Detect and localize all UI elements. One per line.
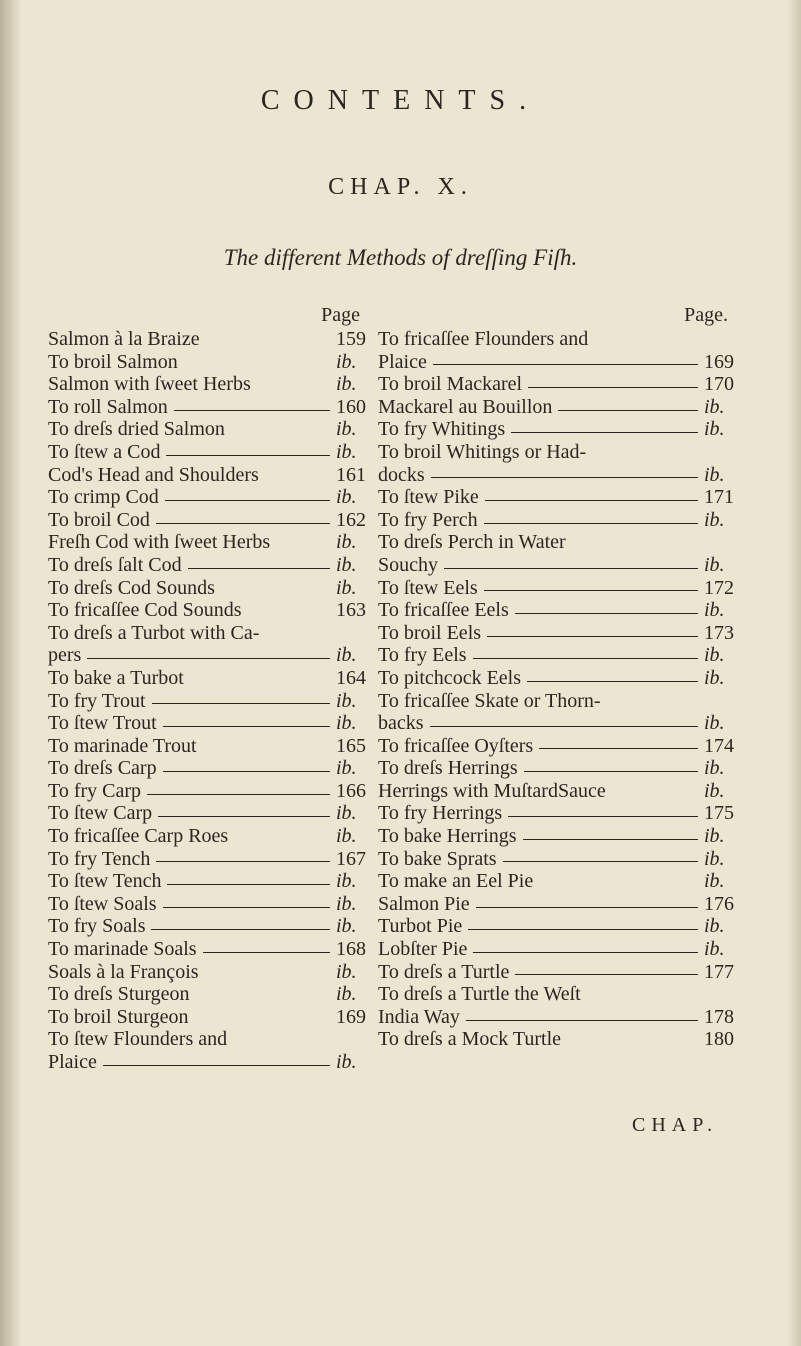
- contents-entry: [48, 645, 366, 668]
- entry-title: To ſtew Carp: [48, 802, 153, 825]
- entry-page-number: 163: [336, 599, 366, 622]
- entry-title: To dreſs Carp: [48, 757, 157, 780]
- contents-entry: [378, 984, 734, 1007]
- contents-entry: [378, 826, 734, 849]
- entry-title: To broil Salmon: [48, 350, 178, 373]
- contents-entry: [48, 962, 366, 985]
- leader-dash: [87, 658, 330, 659]
- entry-title: To dreſs Perch in Water: [378, 531, 566, 554]
- entry-page-number: 167: [336, 847, 366, 870]
- contents-entry: [48, 939, 366, 962]
- entry-page-number: 177: [704, 960, 734, 983]
- contents-entry: [48, 713, 366, 736]
- contents-entry: [378, 532, 734, 555]
- leader-dash: [166, 455, 330, 456]
- leader-dash: [484, 523, 698, 524]
- contents-entry: [378, 916, 734, 939]
- entry-title: To roll Salmon: [48, 395, 168, 418]
- contents-entry: [378, 600, 734, 623]
- contents-entry: [378, 894, 734, 917]
- leader-dash: [503, 861, 698, 862]
- contents-entry: [378, 781, 734, 804]
- entry-page-number: ib.: [704, 712, 725, 735]
- entry-title: To broil Mackarel: [378, 373, 523, 396]
- entry-page-number: ib.: [336, 892, 357, 915]
- entry-page-number: ib.: [336, 960, 357, 983]
- entry-title: To dreſs Herrings: [378, 757, 518, 780]
- entry-page-number: ib.: [336, 350, 357, 373]
- contents-entry: [378, 555, 734, 578]
- entry-title: To ſtew Soals: [48, 892, 157, 915]
- entry-title: To ſtew Pike: [378, 486, 479, 509]
- leader-dash: [468, 929, 698, 930]
- contents-entry: [48, 374, 366, 397]
- leader-dash: [484, 590, 698, 591]
- leader-dash: [147, 794, 330, 795]
- contents-entry: [378, 510, 734, 533]
- chapter-subtitle: The different Methods of dreſſing Fiſh.: [223, 245, 578, 270]
- entry-title: To fry Soals: [48, 915, 146, 938]
- entry-title: To ſtew Trout: [48, 712, 157, 735]
- entry-title: To pitchcock Eels: [378, 666, 521, 689]
- contents-entry: [378, 352, 734, 375]
- entry-page-number: ib.: [336, 486, 357, 509]
- entry-page-number: ib.: [704, 915, 725, 938]
- leader-dash: [558, 410, 698, 411]
- contents-entry: [378, 397, 734, 420]
- page-column-label: Page.: [684, 304, 728, 326]
- entry-page-number: ib.: [336, 802, 357, 825]
- page-binding-edge: [0, 0, 22, 1346]
- entry-page-number: ib.: [704, 779, 725, 802]
- entry-page-number: 159: [336, 328, 366, 350]
- contents-entry: [378, 1029, 734, 1052]
- leader-dash: [473, 952, 698, 953]
- entry-title: To dreſs ſalt Cod: [48, 553, 182, 576]
- entry-title: To fry Tench: [48, 847, 151, 870]
- leader-dash: [158, 816, 330, 817]
- entry-list-left: [48, 329, 366, 1075]
- entry-page-number: ib.: [704, 644, 725, 667]
- entry-page-number: 169: [336, 1005, 366, 1028]
- leader-dash: [444, 568, 698, 569]
- contents-entry: [378, 871, 734, 894]
- contents-entry: [48, 803, 366, 826]
- contents-entry: [378, 713, 734, 736]
- leader-dash: [188, 568, 330, 569]
- chapter-heading: CHAP. X.: [328, 174, 473, 200]
- contents-entry: [378, 962, 734, 985]
- contents-entry: [48, 984, 366, 1007]
- contents-entry: [378, 691, 734, 714]
- contents-entry: [48, 397, 366, 420]
- contents-entry: [48, 691, 366, 714]
- leader-dash: [473, 658, 698, 659]
- contents-entry: [378, 578, 734, 601]
- entry-title: Soals à la François: [48, 960, 199, 983]
- contents-heading: CONTENTS.: [260, 85, 541, 116]
- entry-page-number: ib.: [704, 825, 725, 848]
- contents-entry: [378, 442, 734, 465]
- leader-dash: [539, 748, 698, 749]
- entry-title: To ſtew Tench: [48, 870, 162, 893]
- entry-title: backs: [378, 712, 424, 735]
- leader-dash: [163, 907, 330, 908]
- contents-entry: [48, 1007, 366, 1030]
- leader-dash: [203, 952, 330, 953]
- entry-title: To fricaſſee Flounders and: [378, 328, 589, 350]
- contents-entry: [378, 758, 734, 781]
- contents-entry: [48, 600, 366, 623]
- entry-title: To dreſs a Turtle: [378, 960, 510, 983]
- entry-title: To dreſs a Mock Turtle: [378, 1028, 562, 1051]
- contents-column-right: [378, 305, 734, 1052]
- entry-page-number: ib.: [336, 825, 357, 848]
- entry-title: To dreſs dried Salmon: [48, 418, 225, 441]
- entry-page-number: ib.: [336, 689, 357, 712]
- entry-title: To crimp Cod: [48, 486, 159, 509]
- entry-title: Salmon with ſweet Herbs: [48, 373, 251, 396]
- catchword: CHAP.: [632, 1114, 719, 1136]
- entry-title: Herrings with MuſtardSauce: [378, 779, 606, 802]
- entry-page-number: 172: [704, 576, 734, 599]
- leader-dash: [152, 703, 330, 704]
- leader-dash: [433, 364, 698, 365]
- entry-page-number: ib.: [336, 915, 357, 938]
- contents-entry: [48, 419, 366, 442]
- leader-dash: [174, 410, 330, 411]
- entry-page-number: ib.: [336, 870, 357, 893]
- entry-page-number: 165: [336, 734, 366, 757]
- entry-page-number: ib.: [704, 757, 725, 780]
- entry-page-number: ib.: [704, 395, 725, 418]
- entry-title: To marinade Trout: [48, 734, 197, 757]
- contents-entry: [48, 578, 366, 601]
- entry-page-number: ib.: [336, 531, 357, 554]
- entry-title: Turbot Pie: [378, 915, 463, 938]
- entry-title: To fry Perch: [378, 508, 478, 531]
- contents-entry: [48, 758, 366, 781]
- contents-entry: [48, 781, 366, 804]
- entry-page-number: ib.: [336, 373, 357, 396]
- leader-dash: [487, 636, 698, 637]
- leader-dash: [528, 387, 698, 388]
- leader-dash: [165, 500, 330, 501]
- entry-title: To dreſs Sturgeon: [48, 983, 190, 1006]
- contents-entry: [48, 668, 366, 691]
- entry-page-number: ib.: [704, 508, 725, 531]
- leader-dash: [508, 816, 698, 817]
- entry-title: Salmon à la Braize: [48, 328, 200, 350]
- entry-page-number: 164: [336, 666, 366, 689]
- entry-title: Freſh Cod with ſweet Herbs: [48, 531, 271, 554]
- entry-title: Mackarel au Bouillon: [378, 395, 553, 418]
- leader-dash: [524, 771, 698, 772]
- entry-page-number: 160: [336, 395, 366, 418]
- leader-dash: [485, 500, 698, 501]
- entry-title: pers: [48, 644, 82, 667]
- entry-title: To dreſs Cod Sounds: [48, 576, 215, 599]
- entry-page-number: 176: [704, 892, 734, 915]
- entry-page-number: ib.: [704, 463, 725, 486]
- entry-page-number: ib.: [704, 847, 725, 870]
- entry-title: To ſtew Flounders and: [48, 1028, 228, 1051]
- contents-entry: [378, 803, 734, 826]
- leader-dash: [431, 477, 698, 478]
- leader-dash: [430, 726, 698, 727]
- entry-title: To marinade Soals: [48, 938, 197, 961]
- entry-page-number: 173: [704, 621, 734, 644]
- entry-page-number: 168: [336, 938, 366, 961]
- entry-page-number: 170: [704, 373, 734, 396]
- entry-title: To fricaſſee Cod Sounds: [48, 599, 242, 622]
- contents-entry: [378, 465, 734, 488]
- entry-page-number: 161: [336, 463, 366, 486]
- entry-title: To make an Eel Pie: [378, 870, 534, 893]
- entry-title: To broil Whitings or Had-: [378, 440, 587, 463]
- entry-title: To broil Cod: [48, 508, 150, 531]
- contents-entry: [48, 510, 366, 533]
- contents-entry: [378, 849, 734, 872]
- entry-title: To fricaſſee Oyſters: [378, 734, 534, 757]
- entry-title: To fry Carp: [48, 779, 142, 802]
- contents-entry: [48, 1029, 366, 1052]
- contents-entry: [378, 939, 734, 962]
- contents-entry: [378, 645, 734, 668]
- leader-dash: [515, 613, 698, 614]
- page-outer-edge: [787, 0, 801, 1346]
- leader-dash: [523, 839, 698, 840]
- entry-title: To fricaſſee Carp Roes: [48, 825, 229, 848]
- contents-entry: [48, 849, 366, 872]
- contents-entry: [378, 374, 734, 397]
- contents-entry: [378, 623, 734, 646]
- entry-title: To fry Whitings: [378, 418, 506, 441]
- entry-page-number: 180: [704, 1028, 734, 1051]
- contents-entry: [48, 352, 366, 375]
- contents-entry: [378, 1007, 734, 1030]
- page-column-label: Page: [321, 304, 360, 326]
- contents-entry: [48, 555, 366, 578]
- entry-page-number: 162: [336, 508, 366, 531]
- entry-page-number: ib.: [336, 644, 357, 667]
- leader-dash: [466, 1020, 698, 1021]
- entry-page-number: ib.: [336, 553, 357, 576]
- entry-page-number: ib.: [704, 870, 725, 893]
- entry-list-right: [378, 329, 734, 1052]
- leader-dash: [156, 861, 330, 862]
- entry-page-number: ib.: [704, 553, 725, 576]
- entry-title: Lobſter Pie: [378, 938, 468, 961]
- entry-page-number: ib.: [336, 440, 357, 463]
- entry-title: To broil Sturgeon: [48, 1005, 189, 1028]
- entry-title: To bake Herrings: [378, 825, 517, 848]
- entry-page-number: ib.: [336, 757, 357, 780]
- entry-page-number: ib.: [336, 418, 357, 441]
- entry-page-number: ib.: [336, 1051, 357, 1073]
- entry-title: To fricaſſee Eels: [378, 599, 509, 622]
- entry-title: Cod's Head and Shoulders: [48, 463, 259, 486]
- contents-entry: [378, 419, 734, 442]
- entry-title: To ſtew Eels: [378, 576, 478, 599]
- entry-page-number: 174: [704, 734, 734, 757]
- contents-entry: [378, 487, 734, 510]
- entry-title: To dreſs a Turbot with Ca-: [48, 621, 260, 644]
- contents-entry: [48, 736, 366, 759]
- entry-page-number: 166: [336, 779, 366, 802]
- leader-dash: [527, 681, 698, 682]
- leader-dash: [103, 1065, 330, 1066]
- entry-title: Souchy: [378, 553, 438, 576]
- entry-title: To ſtew a Cod: [48, 440, 161, 463]
- contents-entry: [48, 487, 366, 510]
- entry-page-number: 175: [704, 802, 734, 825]
- leader-dash: [511, 432, 698, 433]
- entry-title: To broil Eels: [378, 621, 482, 644]
- contents-entry: [378, 329, 734, 352]
- entry-page-number: ib.: [336, 712, 357, 735]
- leader-dash: [163, 726, 330, 727]
- leader-dash: [151, 929, 330, 930]
- entry-page-number: 178: [704, 1005, 734, 1028]
- leader-dash: [163, 771, 330, 772]
- entry-page-number: ib.: [336, 983, 357, 1006]
- entry-title: To dreſs a Turtle the Weſt: [378, 983, 581, 1006]
- entry-title: To fricaſſee Skate or Thorn-: [378, 689, 601, 712]
- entry-page-number: 171: [704, 486, 734, 509]
- contents-entry: [48, 442, 366, 465]
- leader-dash: [476, 907, 698, 908]
- contents-entry: [48, 623, 366, 646]
- entry-title: Salmon Pie: [378, 892, 470, 915]
- entry-title: Plaice: [378, 350, 427, 373]
- entry-title: To bake Sprats: [378, 847, 497, 870]
- entry-title: To fry Trout: [48, 689, 146, 712]
- contents-entry: [48, 871, 366, 894]
- entry-title: India Way: [378, 1005, 460, 1028]
- entry-title: Plaice: [48, 1051, 97, 1073]
- contents-entry: [48, 329, 366, 352]
- contents-entry: [48, 465, 366, 488]
- contents-column-left: [48, 305, 366, 1075]
- entry-title: docks: [378, 463, 425, 486]
- contents-entry: [48, 894, 366, 917]
- leader-dash: [515, 974, 698, 975]
- contents-entry: [48, 916, 366, 939]
- contents-entry: [48, 826, 366, 849]
- entry-page-number: ib.: [336, 576, 357, 599]
- contents-entry: [378, 668, 734, 691]
- entry-page-number: ib.: [704, 599, 725, 622]
- leader-dash: [167, 884, 330, 885]
- entry-title: To fry Herrings: [378, 802, 503, 825]
- entry-title: To bake a Turbot: [48, 666, 184, 689]
- entry-title: To fry Eels: [378, 644, 467, 667]
- contents-entry: [48, 1052, 366, 1075]
- entry-page-number: 169: [704, 350, 734, 373]
- entry-page-number: ib.: [704, 938, 725, 961]
- entry-page-number: ib.: [704, 666, 725, 689]
- contents-entry: [48, 532, 366, 555]
- leader-dash: [156, 523, 330, 524]
- contents-entry: [378, 736, 734, 759]
- entry-page-number: ib.: [704, 418, 725, 441]
